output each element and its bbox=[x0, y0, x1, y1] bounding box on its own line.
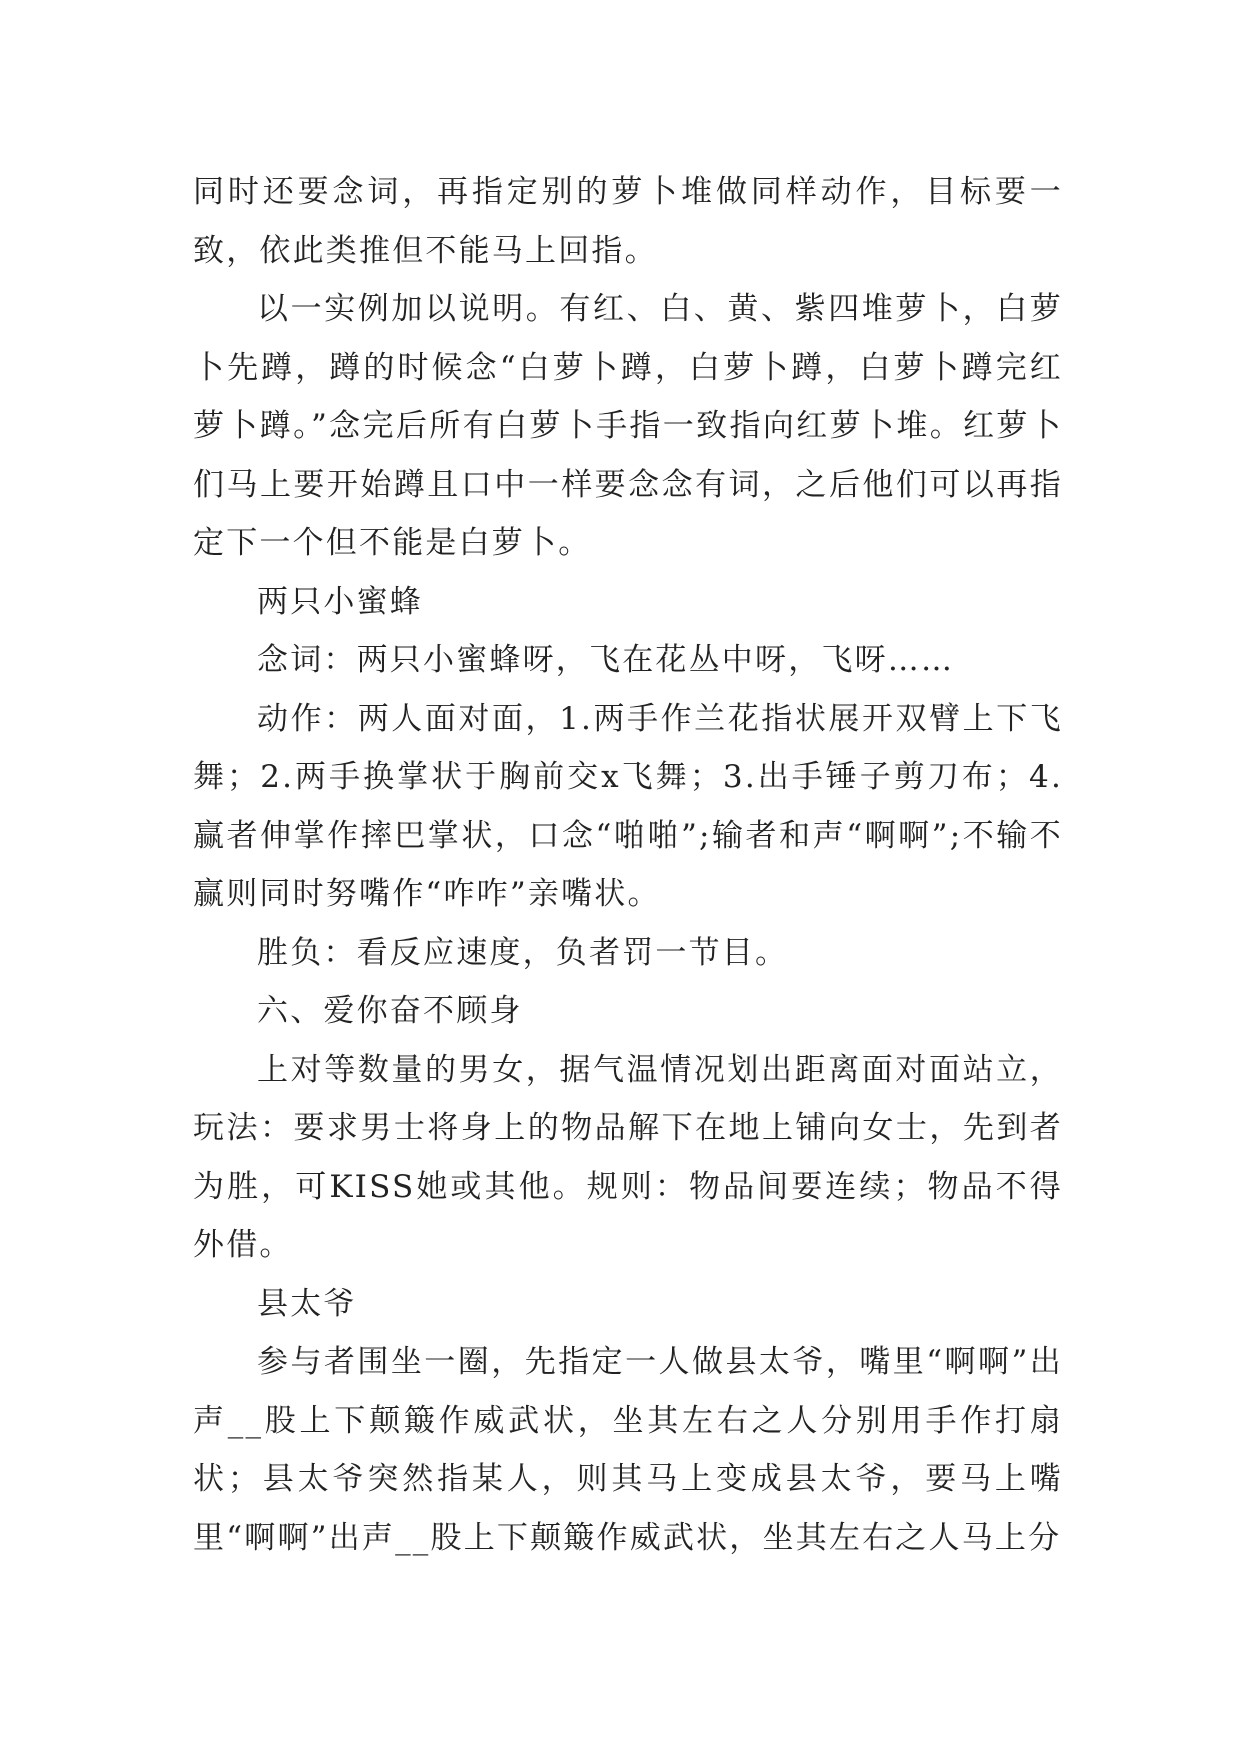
section-heading-six: 六、爱你奋不顾身 bbox=[257, 993, 523, 1029]
paragraph-winning: 胜负：看反应速度，负者罚一节目。 bbox=[257, 934, 789, 971]
paragraph-magistrate-rules: 参与者围坐一圈，先指定一人做县太爷，嘴里“啊啊”出声__股上下颠簸作威武状，坐其左右之人分别用手作打扇状；县太爷突然指某人，则其马上变成县太爷，要马上嘴里“啊啊”出声__股上下颠簸作威武状，坐其左右之人马上分 bbox=[193, 1344, 1063, 1556]
paragraph-actions: 动作：两人面对面，1.两手作兰花指状展开双臂上下飞舞；2.两手换掌状于胸前交x飞舞；3.出手锤子剪刀布；4.赢者伸掌作摔巴掌状，口念“啪啪”;输者和声“啊啊”;不输不赢则同时努嘴作“咋咋”亲嘴状。 bbox=[193, 700, 1063, 912]
document-body bbox=[193, 163, 1063, 1567]
paragraph-example: 以一实例加以说明。有红、白、黄、紫四堆萝卜，白萝卜先蹲，蹲的时候念“白萝卜蹲，白萝卜蹲，白萝卜蹲完红萝卜蹲。”念完后所有白萝卜手指一致指向红萝卜堆。红萝卜们马上要开始蹲且口中一样要念念有词，之后他们可以再指定下一个但不能是白萝卜。 bbox=[193, 291, 1063, 561]
paragraph-continuation: 同时还要念词，再指定别的萝卜堆做同样动作，目标要一致，依此类推但不能马上回指。 bbox=[193, 174, 1063, 269]
paragraph-game-rules: 上对等数量的男女，据气温情况划出距离面对面站立，玩法：要求男士将身上的物品解下在地上铺向女士，先到者为胜，可KISS她或其他。规则：物品间要连续；物品不得外借。 bbox=[193, 1051, 1063, 1263]
section-heading-county-magistrate: 县太爷 bbox=[257, 1285, 357, 1322]
paragraph-chant: 念词：两只小蜜蜂呀，飞在花丛中呀，飞呀…… bbox=[257, 642, 955, 678]
section-heading-two-bees: 两只小蜜蜂 bbox=[257, 583, 423, 620]
